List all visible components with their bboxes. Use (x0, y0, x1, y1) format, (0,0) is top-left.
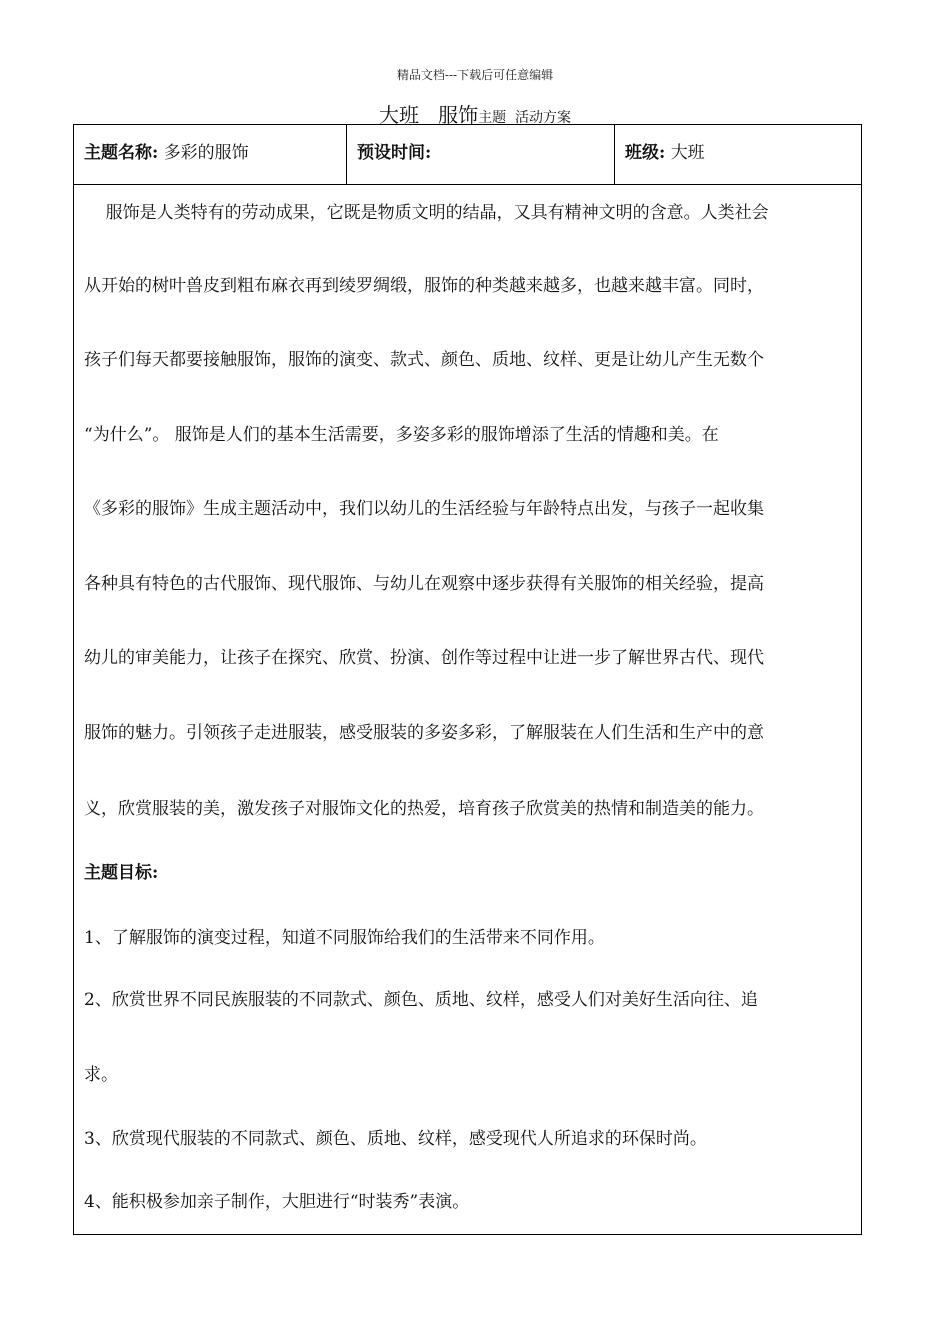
body-line: 幼儿的审美能力，让孩子在探究、欣赏、扮演、创作等过程中让进一步了解世界古代、现代 (84, 648, 764, 668)
goal-item: 2、欣赏世界不同民族服装的不同款式、颜色、质地、纹样，感受人们对美好生活向往、追 (84, 990, 758, 1010)
plan-table (73, 124, 862, 1235)
title-main: 大班 服饰 (379, 103, 479, 127)
class-value: 大班 (670, 143, 705, 163)
theme-name-value: 多彩的服饰 (163, 143, 249, 163)
body-line: 服饰是人类特有的劳动成果，它既是物质文明的结晶，又具有精神文明的含意。人类社会 (84, 203, 769, 223)
body-line: 各种具有特色的古代服饰、现代服饰、与幼儿在观察中逐步获得有关服饰的相关经验，提高 (84, 574, 764, 594)
body-line: 义，欣赏服装的美，激发孩子对服饰文化的热爱，培育孩子欣赏美的热情和制造美的能力。 (84, 799, 764, 819)
body-line: 孩子们每天都要接触服饰，服饰的演变、款式、颜色、质地、纹样、更是让幼儿产生无数个 (84, 350, 764, 370)
goals-heading: 主题目标: (84, 863, 159, 883)
body-line: 服饰的魅力。引领孩子走进服装，感受服装的多姿多彩，了解服装在人们生活和生产中的意 (84, 723, 764, 743)
title-sub: 主题 活动方案 (478, 110, 571, 126)
class-label: 班级: (625, 143, 666, 163)
body-line: 《多彩的服饰》生成主题活动中，我们以幼儿的生活经验与年龄特点出发，与孩子一起收集 (84, 499, 764, 519)
theme-name-label: 主题名称: (84, 143, 159, 163)
table-header-row (74, 125, 861, 185)
class-cell (615, 125, 861, 184)
preset-time-cell (347, 125, 615, 184)
watermark-text: 精品文档---下载后可任意编辑 (396, 68, 554, 82)
body-line: 从开始的树叶兽皮到粗布麻衣再到绫罗绸缎，服饰的种类越来越多，也越来越丰富。同时， (84, 276, 764, 296)
goal-item: 1、了解服饰的演变过程，知道不同服饰给我们的生活带来不同作用。 (84, 928, 605, 948)
preset-time-label: 预设时间: (357, 143, 432, 163)
goal-item: 4、能积极参加亲子制作，大胆进行“时装秀”表演。 (84, 1192, 470, 1212)
goal-item: 3、欣赏现代服装的不同款式、颜色、质地、纹样，感受现代人所追求的环保时尚。 (84, 1129, 707, 1149)
body-line: “为什么”。 服饰是人们的基本生活需要，多姿多彩的服饰增添了生活的情趣和美。在 (84, 425, 719, 445)
theme-name-cell (74, 125, 347, 184)
goal-item: 求。 (84, 1065, 118, 1085)
